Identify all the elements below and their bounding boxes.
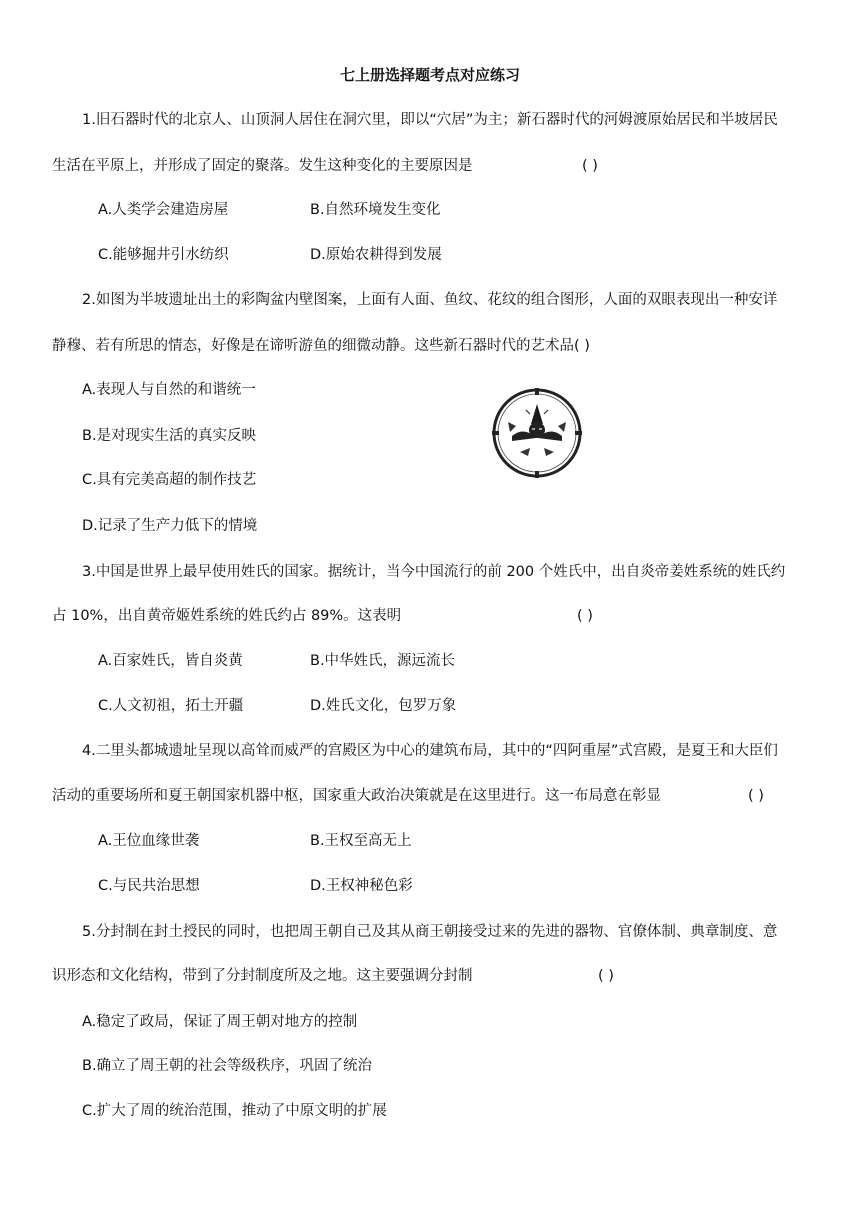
painted-pottery-basin-image — [490, 386, 584, 480]
question-3-answer-blank: ( ) — [577, 608, 593, 624]
question-1-answer-blank: ( ) — [582, 158, 598, 174]
question-1-text-line-1: 1.旧石器时代的北京人、山顶洞人居住在洞穴里，即以“穴居”为主；新石器时代的河姆渡原始居民和半坡居民 — [82, 112, 778, 128]
question-1-option-a: A.人类学会建造房屋 — [98, 202, 229, 218]
question-4-option-a: A.王位血缘世袭 — [98, 833, 200, 849]
question-1-option-c: C.能够掘井引水纺织 — [98, 247, 229, 263]
question-4-answer-blank: ( ) — [748, 788, 764, 804]
question-4-text-line-2: 活动的重要场所和夏王朝国家机器中枢，国家重大政治决策就是在这里进行。这一布局意在彰显 — [52, 788, 661, 804]
question-3-option-d: D.姓氏文化，包罗万象 — [310, 698, 457, 714]
question-5-option-a: A.稳定了政局，保证了周王朝对地方的控制 — [82, 1014, 358, 1030]
question-2-option-a: A.表现人与自然的和谐统一 — [82, 382, 256, 398]
question-4-option-b: B.王权至高无上 — [310, 833, 412, 849]
question-2-option-c: C.具有完美高超的制作技艺 — [82, 472, 257, 488]
question-1-option-b: B.自然环境发生变化 — [310, 202, 441, 218]
question-4-option-c: C.与民共治思想 — [98, 878, 200, 894]
question-3-text-line-1: 3.中国是世界上最早使用姓氏的国家。据统计，当今中国流行的前 200 个姓氏中，出自炎帝姜姓系统的姓氏约 — [82, 564, 786, 580]
question-4-text-line-1: 4.二里头都城遗址呈现以高耸而威严的宫殿区为中心的建筑布局，其中的“四阿重屋”式宫殿，是夏王和大臣们 — [82, 743, 778, 759]
question-5-answer-blank: ( ) — [598, 968, 614, 984]
question-5-text-line-1: 5.分封制在封土授民的同时，也把周王朝自己及其从商王朝接受过来的先进的器物、官僚体制、典章制度、意 — [82, 924, 778, 940]
question-5-option-b: B.确立了周王朝的社会等级秩序，巩固了统治 — [82, 1058, 373, 1074]
question-2-text-line-2: 静穆、若有所思的情态，好像是在谛听游鱼的细微动静。这些新石器时代的艺术品( ) — [52, 338, 590, 354]
question-2-text-line-1: 2.如图为半坡遗址出土的彩陶盆内壁图案，上面有人面、鱼纹、花纹的组合图形，人面的双眼表现出一种安详 — [82, 292, 778, 308]
question-3-option-a: A.百家姓氏，皆自炎黄 — [98, 653, 243, 669]
question-5-option-c: C.扩大了周的统治范围，推动了中原文明的扩展 — [82, 1103, 387, 1119]
question-2-option-b: B.是对现实生活的真实反映 — [82, 428, 257, 444]
question-1-option-d: D.原始农耕得到发展 — [310, 247, 442, 263]
question-2-option-d: D.记录了生产力低下的情境 — [82, 518, 258, 534]
question-3-option-b: B.中华姓氏，源远流长 — [310, 653, 456, 669]
question-1-text-line-2: 生活在平原上，并形成了固定的聚落。发生这种变化的主要原因是 — [52, 158, 473, 174]
question-4-option-d: D.王权神秘色彩 — [310, 878, 413, 894]
question-5-text-line-2: 识形态和文化结构，带到了分封制度所及之地。这主要强调分封制 — [52, 968, 473, 984]
question-3-text-line-2: 占 10%，出自黄帝姬姓系统的姓氏约占 89%。这表明 — [52, 608, 402, 624]
page-title: 七上册选择题考点对应练习 — [339, 66, 520, 84]
question-3-option-c: C.人文初祖，拓土开疆 — [98, 698, 244, 714]
